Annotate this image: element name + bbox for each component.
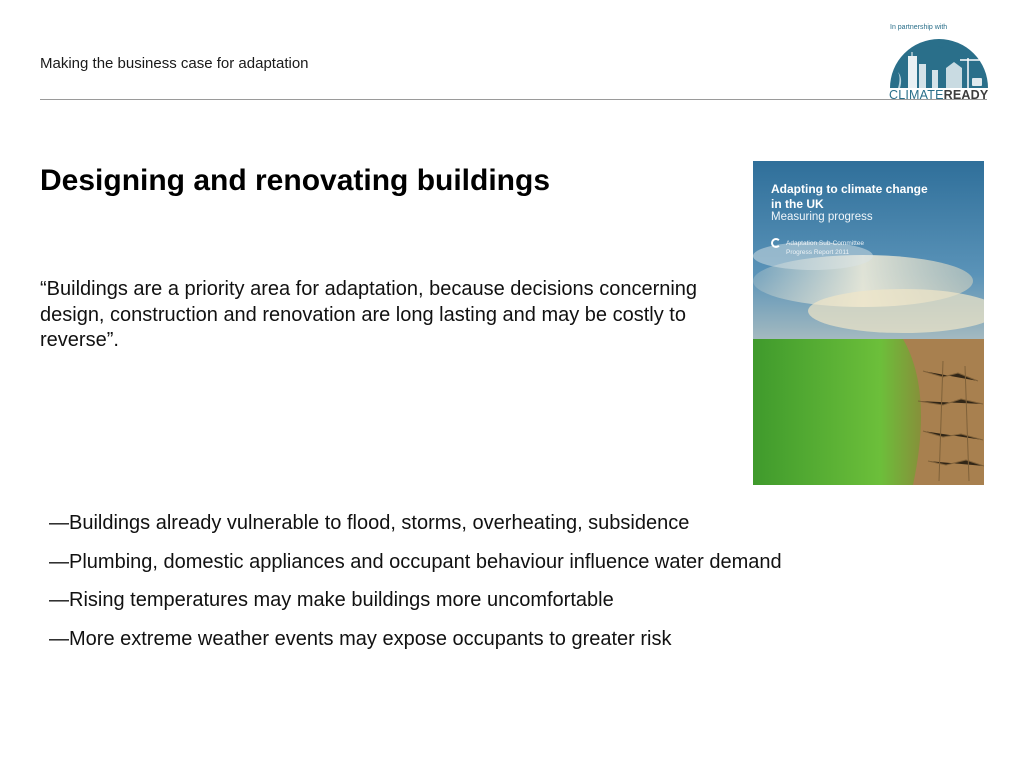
committee-logo-icon — [771, 238, 781, 248]
bullet-item: —Buildings already vulnerable to flood, storms, overheating, subsidence — [49, 512, 690, 534]
buildings-quote: “Buildings are a priority area for adaptation, because decisions concerning design, construction and renovation are long lasting and may be costly to reverse”. — [40, 278, 698, 351]
presentation-header-title: Making the business case for adaptation — [40, 55, 309, 72]
cover-small-line2: Progress Report 2011 — [786, 249, 850, 256]
cover-small-line1: Adaptation Sub-Committee — [786, 240, 865, 247]
cover-title-line1: Adapting to climate change — [771, 182, 928, 196]
climate-ready-wordmark — [889, 88, 988, 102]
slide-title: Designing and renovating buildings — [40, 164, 551, 197]
report-cover-image — [753, 161, 984, 485]
bullet-item: —Rising temperatures may make buildings more uncomfortable — [49, 589, 614, 611]
climate-ready-logo — [884, 22, 994, 104]
cityscape-emblem-icon — [888, 34, 990, 90]
bullet-item: —Plumbing, domestic appliances and occupant behaviour influence water demand — [49, 550, 782, 573]
brand-climate: CLIMATE — [889, 88, 944, 102]
partnership-label: In partnership with — [890, 24, 948, 31]
cover-title-line2: in the UK — [771, 197, 824, 211]
bullet-item: —More extreme weather events may expose occupants to greater risk — [49, 627, 672, 650]
brand-ready: READY — [943, 88, 989, 102]
bullet-list — [49, 510, 782, 664]
cover-subtitle: Measuring progress — [771, 211, 873, 223]
header-divider — [40, 99, 987, 100]
